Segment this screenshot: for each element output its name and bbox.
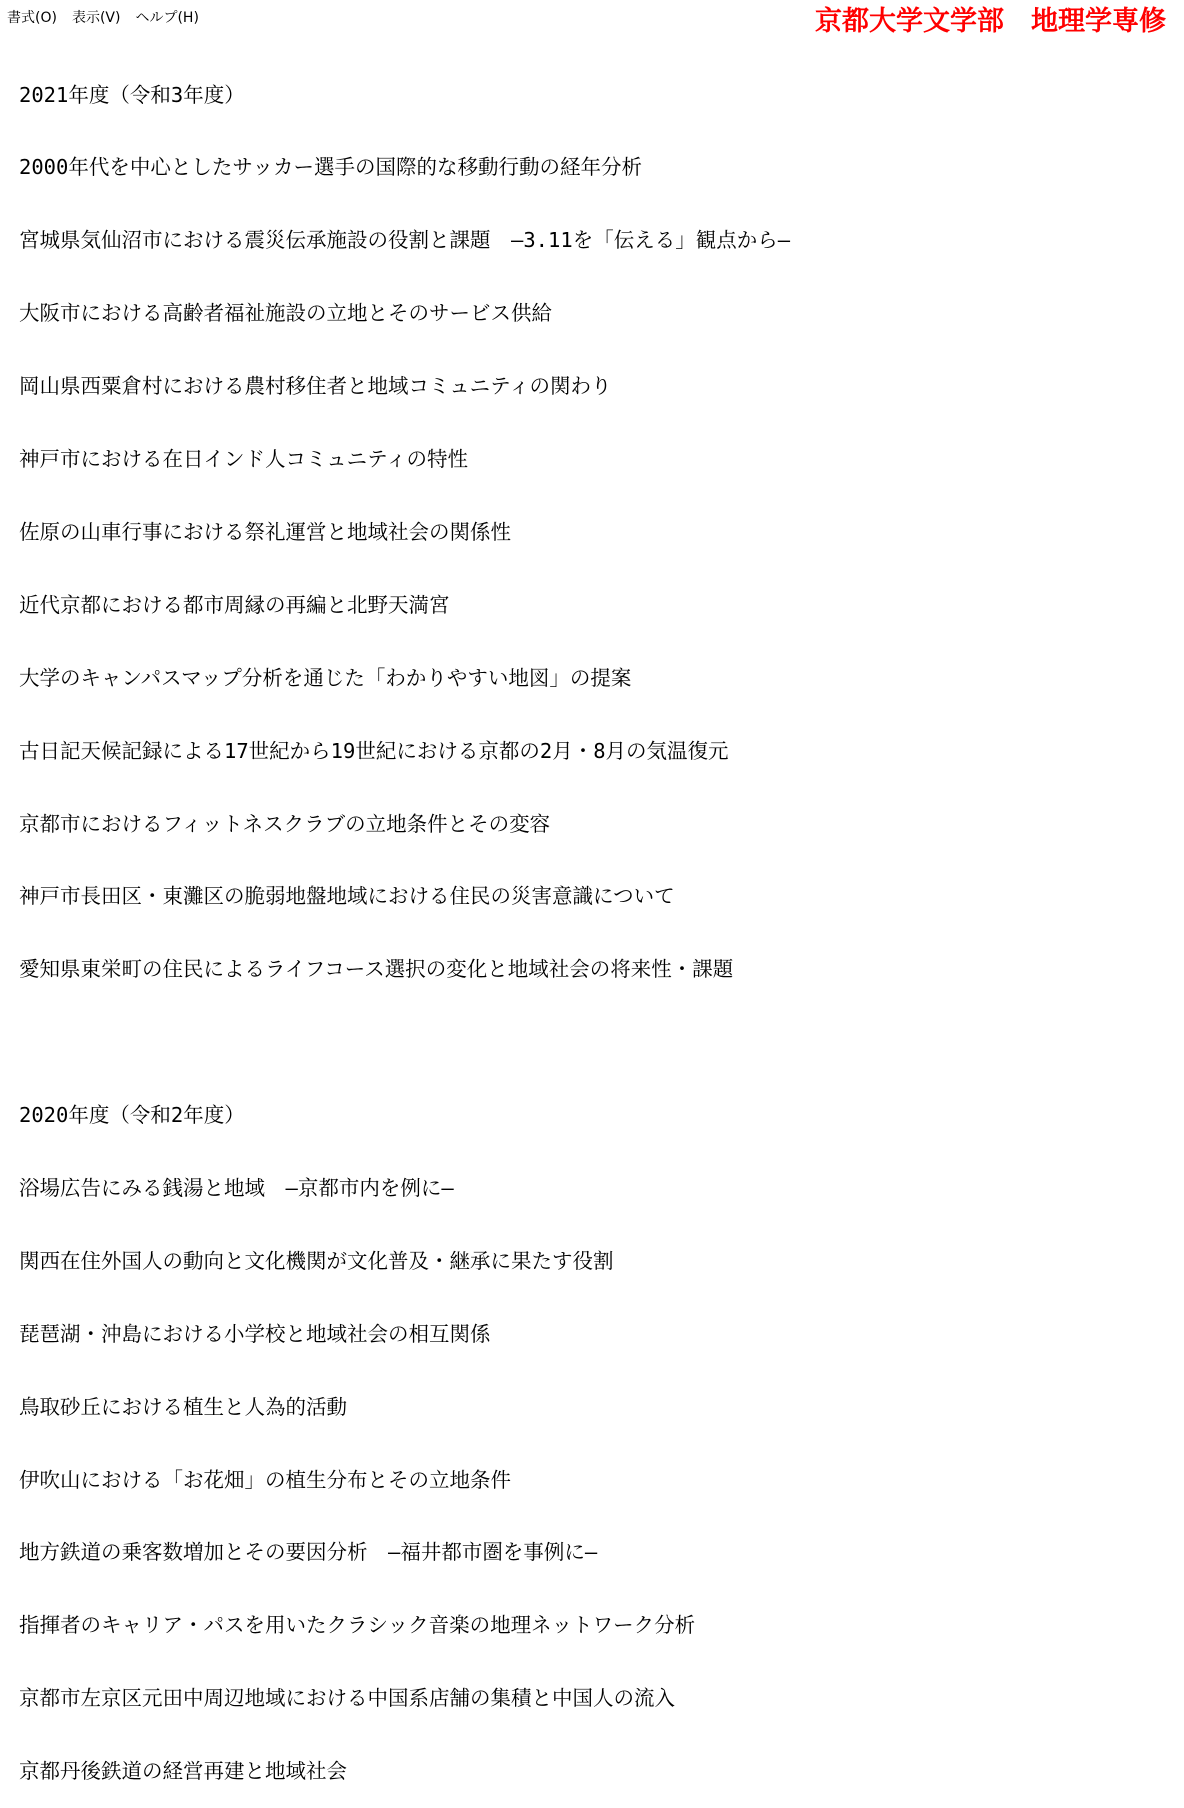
page-title: 京都大学文学部 地理学専修 xyxy=(815,6,1166,37)
thesis-title: 岡山県西粟倉村における農村移住者と地域コミュニティの関わり xyxy=(19,374,612,399)
section-heading-2021: 2021年度（令和3年度） xyxy=(19,82,245,107)
thesis-title: 京都市におけるフィットネスクラブの立地条件とその変容 xyxy=(19,811,551,836)
thesis-title: 佐原の山車行事における祭礼運営と地域社会の関係性 xyxy=(19,519,511,544)
menu-bar xyxy=(0,0,700,34)
blank-line xyxy=(19,1030,790,1054)
thesis-title: 宮城県気仙沼市における震災伝承施設の役割と課題 ―3.11を「伝える」観点から― xyxy=(19,228,791,253)
thesis-title: 大学のキャンパスマップ分析を通じた「わかりやすい地図」の提案 xyxy=(19,665,632,690)
section-heading-2020: 2020年度（令和2年度） xyxy=(19,1103,245,1128)
thesis-title: 浴場広告にみる銭湯と地域 ―京都市内を例に― xyxy=(19,1175,454,1200)
thesis-title: 大阪市における高齢者福祉施設の立地とそのサービス供給 xyxy=(19,301,552,326)
thesis-title: 京都市左京区元田中周辺地域における中国系店舗の集積と中国人の流入 xyxy=(19,1686,675,1711)
thesis-title: 地方鉄道の乗客数増加とその要因分析 ―福井都市圏を事例に― xyxy=(19,1540,598,1565)
thesis-title: 近代京都における都市周縁の再編と北野天満宮 xyxy=(19,592,450,617)
thesis-title: 関西在住外国人の動向と文化機関が文化普及・継承に果たす役割 xyxy=(19,1248,614,1273)
thesis-title: 京都丹後鉄道の経営再建と地域社会 xyxy=(19,1759,347,1784)
thesis-title: 愛知県東栄町の住民によるライフコース選択の変化と地域社会の将来性・課題 xyxy=(19,957,734,982)
thesis-title: 神戸市長田区・東灘区の脆弱地盤地域における住民の災害意識について xyxy=(19,884,675,909)
menu-format[interactable]: 書式(O) xyxy=(7,10,57,26)
thesis-title: 琵琶湖・沖島における小学校と地域社会の相互関係 xyxy=(19,1321,491,1346)
text-editor-content[interactable] xyxy=(19,34,790,1808)
thesis-title: 神戸市における在日インド人コミュニティの特性 xyxy=(19,447,468,472)
menu-view[interactable]: 表示(V) xyxy=(71,10,121,26)
menu-help[interactable]: ヘルプ(H) xyxy=(135,10,199,26)
thesis-title: 2000年代を中心としたサッカー選手の国際的な移動行動の経年分析 xyxy=(19,155,642,180)
thesis-title: 指揮者のキャリア・パスを用いたクラシック音楽の地理ネットワーク分析 xyxy=(19,1613,696,1638)
thesis-title: 鳥取砂丘における植生と人為的活動 xyxy=(19,1394,347,1419)
thesis-title: 伊吹山における「お花畑」の植生分布とその立地条件 xyxy=(19,1467,511,1492)
thesis-title: 古日記天候記録による17世紀から19世紀における京都の2月・8月の気温復元 xyxy=(19,738,729,763)
